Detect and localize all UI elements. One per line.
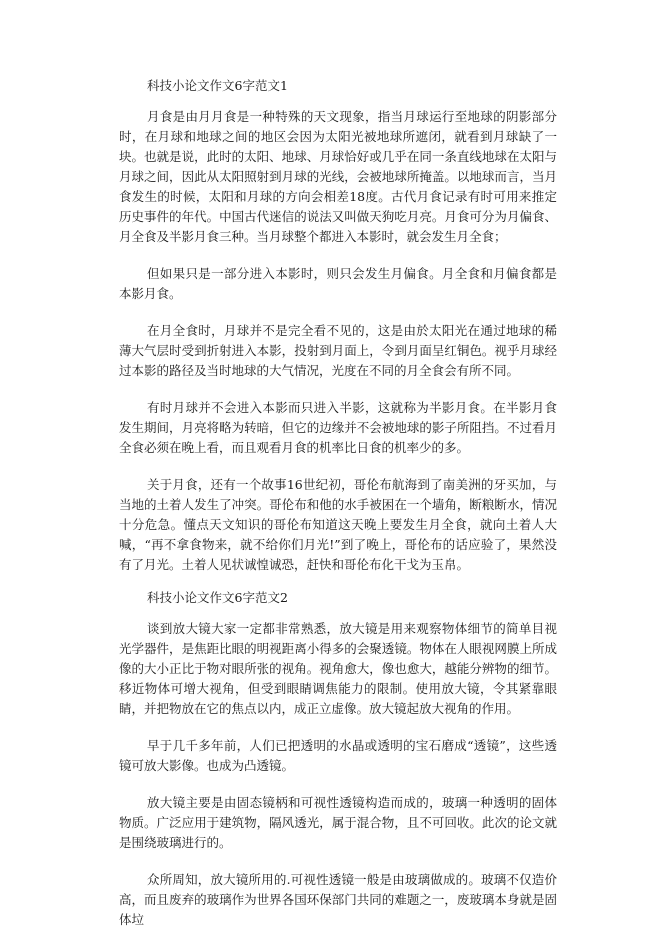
section-title-2: 科技小论文作文6字范文2: [147, 590, 288, 605]
document-page: [119, 76, 557, 930]
paragraph-magnifier-intro: 谈到放大镜大家一定都非常熟悉，放大镜是用来观察物体细节的简单目视光学器件，是焦距比眼的明视距离小得多的会聚透镜。物体在人眼视网膜上所成像的大小正比于物对眼所张的视角。视角愈大，像也愈大，越能分辨物的细节。移近物体可增大视角，但受到眼睛调焦能力的限制。使用放大镜，令其紧靠眼睛，并把物放在它的焦点以内，成正立虚像。放大镜起放大视角的作用。: [119, 621, 557, 716]
paragraph-lunar-eclipse-definition: 月食是由月月食是一种特殊的天文现象，指当月球运行至地球的阴影部分时，在月球和地球之间的地区会因为太阳光被地球所遮闭，就看到月球缺了一块。也就是说，此时的太阳、地球、月球恰好或几乎在同一条直线地球在太阳与月球之间，因此从太阳照射到月球的光线，会被地球所掩盖。以地球而言，当月食发生的时候，太阳和月球的方向会相差18度。古代月食记录有时可用来推定历史事件的年代。中国古代迷信的说法又叫做天狗吃月亮。月食可分为月偏食、月全食及半影月食三种。当月球整个都进入本影时，就会发生月全食；: [119, 109, 557, 244]
paragraph-magnifier-structure: 放大镜主要是由固态镜柄和可视性透镜构造而成的，玻璃一种透明的固体物质。广泛应用于建筑物，隔风透光，属于混合物，且不可回收。此次的论文就是围绕玻璃进行的。: [119, 795, 557, 850]
paragraph-penumbral-eclipse: 有时月球并不会进入本影而只进入半影，这就称为半影月食。在半影月食发生期间，月亮将略为转暗，但它的边缘并不会被地球的影子所阻挡。不过看月全食必须在晚上看，而且观看月食的机率比日食的机率少的多。: [119, 400, 557, 455]
paragraph-magnifier-history: 早于几千多年前，人们已把透明的水晶或透明的宝石磨成“透镜”，这些透镜可放大影像。也成为凸透镜。: [119, 738, 557, 773]
paragraph-total-eclipse: 在月全食时，月球并不是完全看不见的，这是由於太阳光在通过地球的稀薄大气层时受到折射进入本影，投射到月面上，令到月面呈红铜色。视乎月球经过本影的路径及当时地球的大气情况，光度在不同的月全食会有所不同。: [119, 323, 557, 378]
paragraph-glass-waste: 众所周知，放大镜所用的.可视性透镜一般是由玻璃做成的。玻璃不仅造价高，而且废弃的玻璃作为世界各国环保部门共同的难题之一，废玻璃本身就是固体垃: [119, 872, 557, 927]
paragraph-columbus-story: 关于月食，还有一个故事16世纪初，哥伦布航海到了南美洲的牙买加，与当地的土着人发生了冲突。哥伦布和他的水手被困在一个墙角，断粮断水，情况十分危急。懂点天文知识的哥伦布知道这天晚上要发生月全食，就向土着人大喊，“再不拿食物来，就不给你们月光!”到了晚上，哥伦布的话应验了，果然没有了月光。土着人见状诚惶诚恐，赶快和哥伦布化干戈为玉帛。: [119, 477, 557, 572]
paragraph-partial-eclipse: 但如果只是一部分进入本影时，则只会发生月偏食。月全食和月偏食都是本影月食。: [119, 266, 557, 301]
section-title-1: 科技小论文作文6字范文1: [147, 78, 288, 93]
